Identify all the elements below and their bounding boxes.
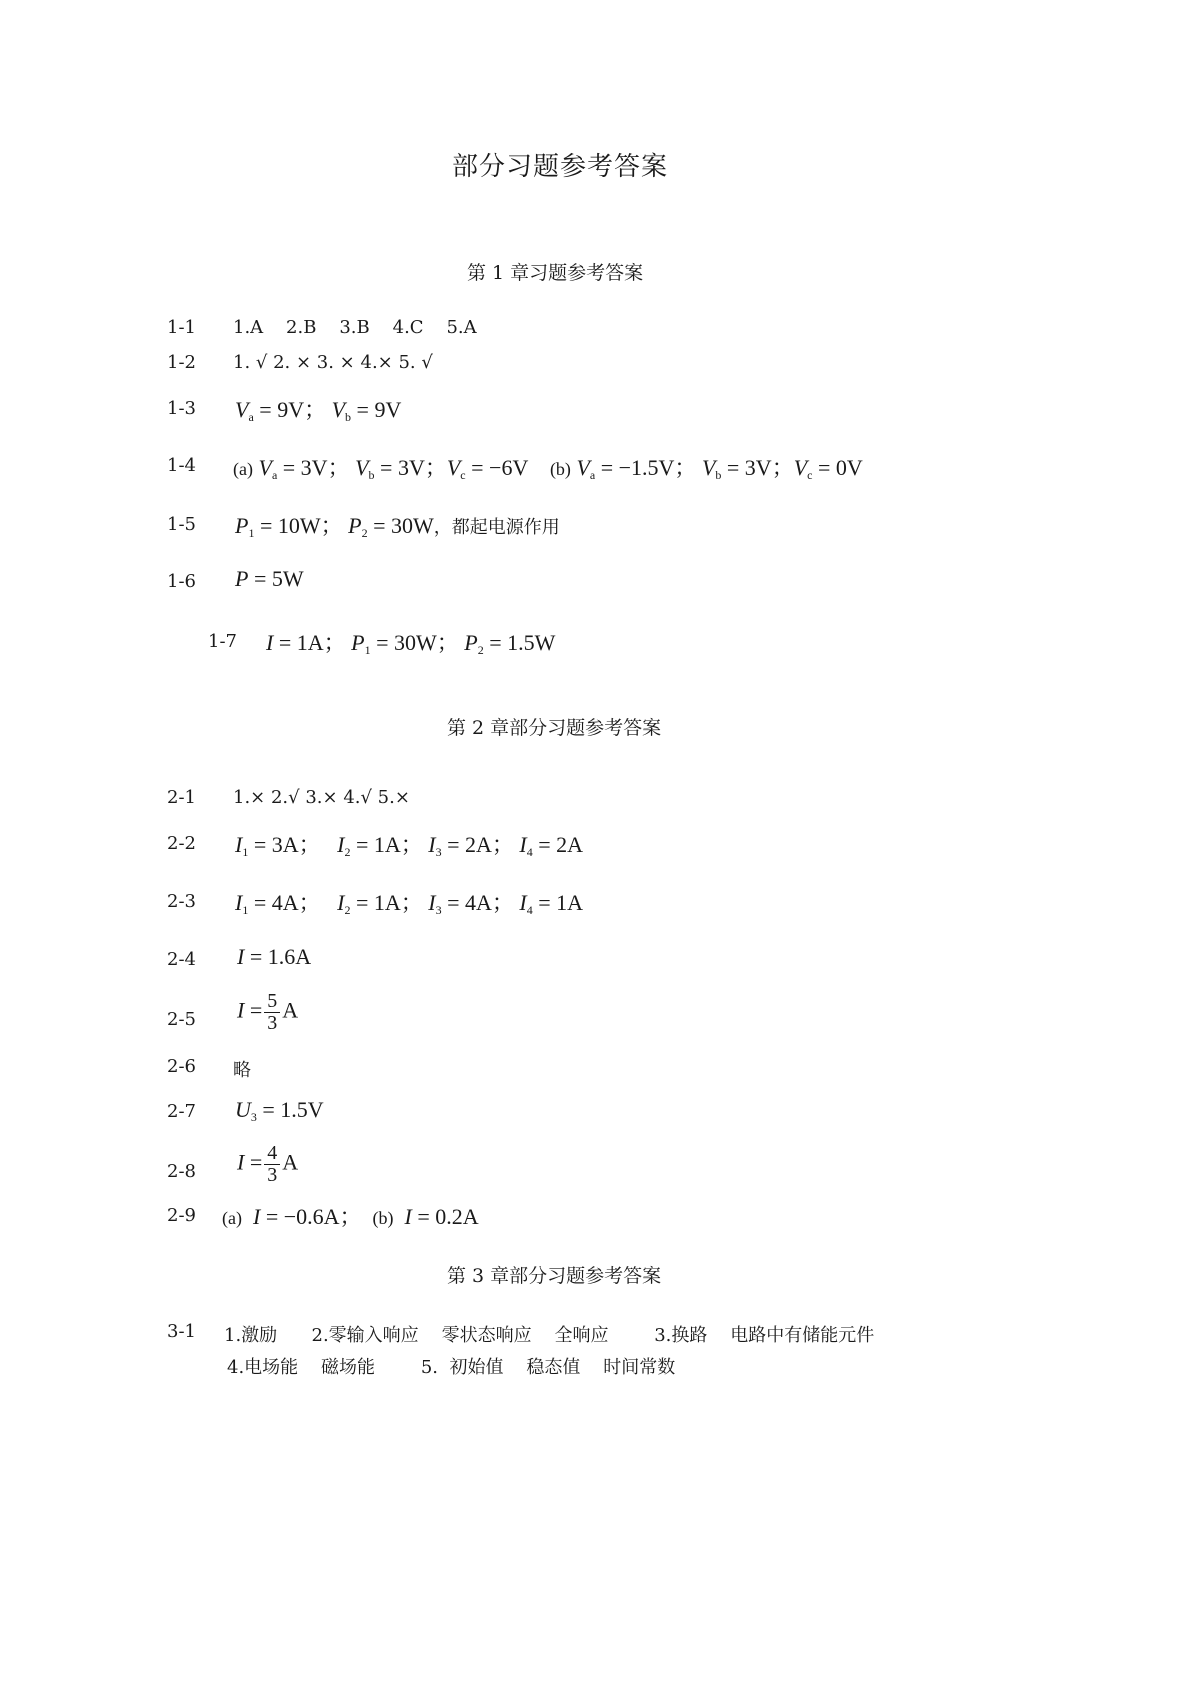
problem-2-6-label: 2-6 bbox=[167, 1056, 196, 1077]
problem-1-7-answer: I = 1A； $P_1 = 30W$； $P_2 = 1.5W$ bbox=[266, 630, 556, 657]
problem-1-6-label: 1-6 bbox=[167, 571, 196, 592]
problem-2-3-answer: $I_1 = 4A$； $I_2 = 1A$； $I_3 = 4A$； $I_4 = 1A$ bbox=[235, 890, 584, 917]
problem-1-1-label: 1-1 bbox=[167, 317, 196, 338]
problem-2-9-label: 2-9 bbox=[167, 1205, 196, 1226]
problem-3-1-answer-line-2: 4.电场能 磁场能 5. 初始值 稳态值 时间常数 bbox=[227, 1357, 676, 1378]
problem-2-6-answer: 略 bbox=[233, 1060, 251, 1081]
problem-1-4-answer: (a) $V_a = 3V$； $V_b = 3V$；$V_c = -6V$ (b) $V_a = -1.5V$； $V_b = 3V$；$V_c = 0V$ bbox=[233, 455, 863, 482]
problem-2-2-label: 2-2 bbox=[167, 833, 196, 854]
chapter-2-heading: 第 2 章部分习题参考答案 bbox=[447, 717, 662, 739]
problem-2-2-answer: $I_1 = 3A$； $I_2 = 1A$； $I_3 = 2A$； $I_4 = 2A$ bbox=[235, 832, 584, 859]
chapter-3-heading: 第 3 章部分习题参考答案 bbox=[447, 1265, 662, 1287]
problem-2-1-label: 2-1 bbox=[167, 787, 196, 808]
problem-2-8-answer: I = $\frac{4}{3}$ A bbox=[237, 1142, 299, 1186]
fraction: $\frac{5}{3}$ bbox=[264, 991, 280, 1034]
problem-2-7-answer: $U_3 = 1.5V$ bbox=[235, 1097, 324, 1124]
problem-1-6-answer: P = 5W bbox=[235, 566, 304, 591]
problem-2-5-answer: I = $\frac{5}{3}$ A bbox=[237, 990, 299, 1034]
problem-1-5-answer: $P_1 = 10W$； $P_2 = 30W$，都起电源作用 bbox=[235, 513, 560, 540]
problem-1-1-answer: 1.A 2.B 3.B 4.C 5.A bbox=[233, 317, 477, 338]
problem-1-5-label: 1-5 bbox=[167, 514, 196, 535]
problem-1-2-answer: 1. √ 2. × 3. × 4.× 5. √ bbox=[233, 352, 433, 373]
problem-2-9-answer: (a) I = −0.6A； (b) I = 0.2A bbox=[222, 1204, 479, 1229]
problem-2-5-label: 2-5 bbox=[167, 1009, 196, 1030]
problem-2-1-answer: 1.× 2.√ 3.× 4.√ 5.× bbox=[233, 787, 410, 808]
problem-1-2-label: 1-2 bbox=[167, 352, 196, 373]
page-title: 部分习题参考答案 bbox=[452, 152, 669, 182]
problem-1-4-label: 1-4 bbox=[167, 455, 196, 476]
problem-2-7-label: 2-7 bbox=[167, 1101, 196, 1122]
problem-3-1-answer-line-1: 1.激励 2.零输入响应 零状态响应 全响应 3.换路 电路中有储能元件 bbox=[224, 1325, 875, 1346]
problem-1-3-answer: $V_a = 9V$； $V_b = 9V$ bbox=[235, 397, 402, 424]
problem-2-4-answer: I = 1.6A bbox=[237, 944, 312, 969]
chapter-1-heading: 第 1 章习题参考答案 bbox=[467, 262, 644, 284]
problem-2-4-label: 2-4 bbox=[167, 949, 196, 970]
fraction: $\frac{4}{3}$ bbox=[264, 1143, 280, 1186]
problem-1-3-label: 1-3 bbox=[167, 398, 196, 419]
problem-3-1-label: 3-1 bbox=[167, 1321, 196, 1342]
problem-1-7-label: 1-7 bbox=[208, 631, 237, 652]
problem-2-3-label: 2-3 bbox=[167, 891, 196, 912]
problem-2-8-label: 2-8 bbox=[167, 1161, 196, 1182]
